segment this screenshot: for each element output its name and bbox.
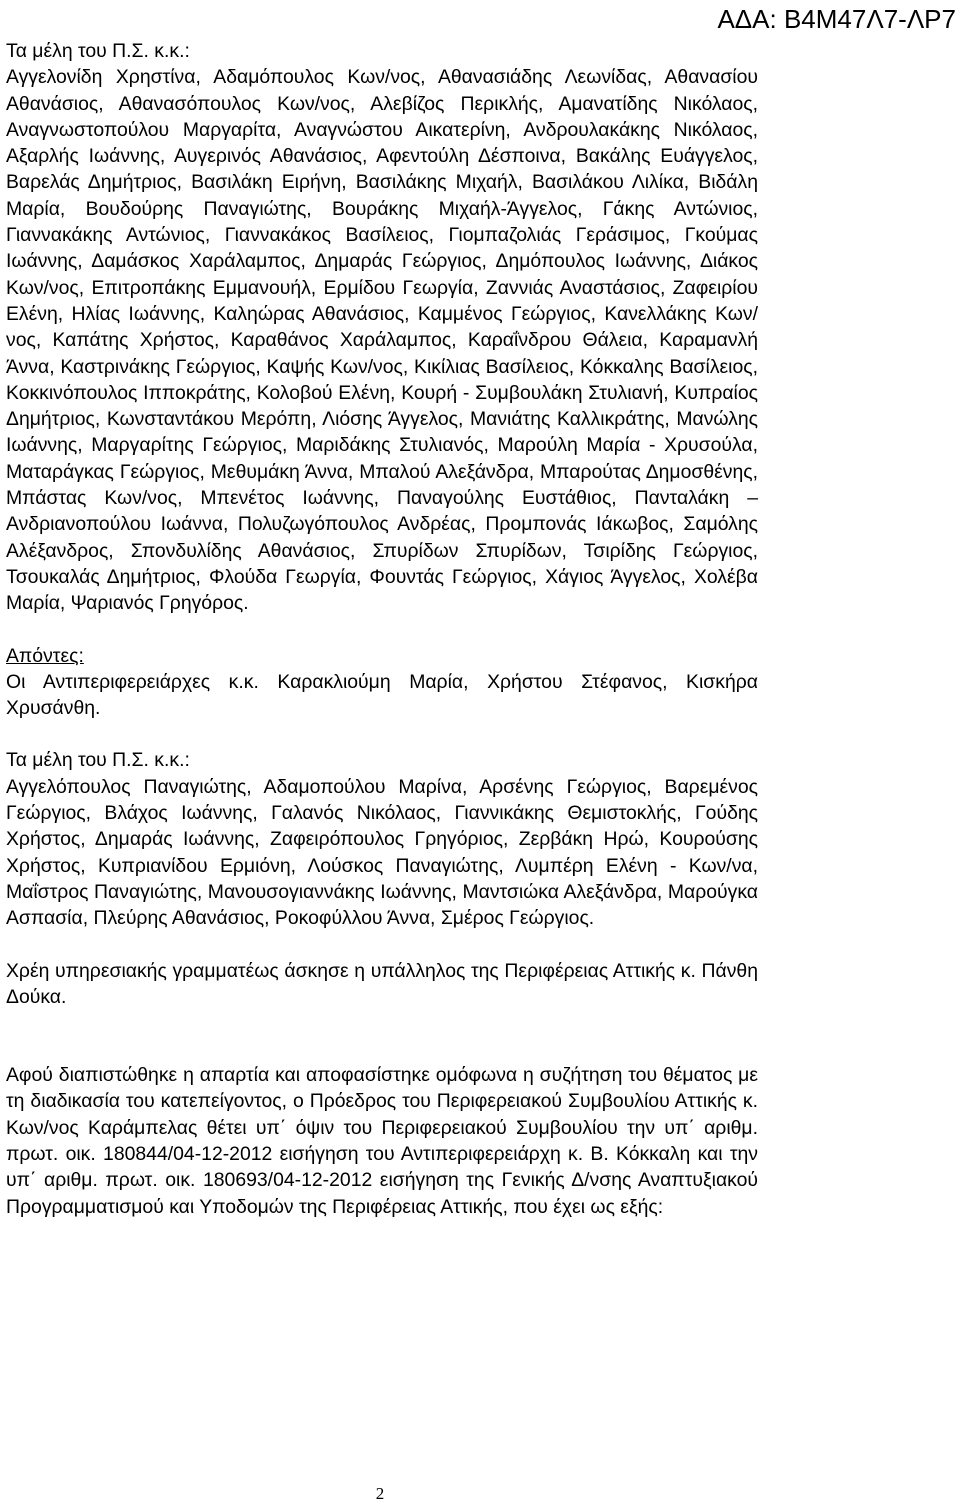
- present-members-heading: [6, 38, 758, 64]
- ada-code: ΑΔΑ: Β4Μ47Λ7-ΛΡ7: [717, 4, 956, 34]
- spacer: [6, 1036, 758, 1062]
- spacer: [6, 721, 758, 747]
- spacer: [6, 1010, 758, 1036]
- secretary-paragraph: Χρέη υπηρεσιακής γραμματέως άσκησε η υπάλληλος της Περιφέρειας Αττικής κ. Πάνθη Δούκα.: [6, 959, 758, 1008]
- spacer: [6, 932, 758, 958]
- absent-vice-governors: Οι Αντιπεριφερειάρχες κ.κ. Καρακλιούμη Μαρία, Χρήστου Στέφανος, Κισκήρα Χρυσάνθη.: [6, 670, 758, 720]
- absent-heading: [6, 643, 758, 669]
- proceedings-paragraph: Αφού διαπιστώθηκε η απαρτία και αποφασίστηκε ομόφωνα η συζήτηση του θέματος με τη διαδικασία του κατεπείγοντος, ο Πρόεδρος του Περιφερειακού Συμβουλίου Αττικής κ. Κων/νος Καράμπελας θέτει υπ΄ όψιν του Περιφερειακού Συμβουλίου την υπ΄ αριθμ. πρωτ. οικ. 180844/04-12-2012 εισήγηση του Αντιπεριφερειάρχη κ. Β. Κόκκαλη και την υπ΄ αριθμ. πρωτ. οικ. 180693/04-12-2012 εισήγηση της Γενικής Δ/νσης Αναπτυξιακού Προγραμματισμού και Υποδομών της Περιφέρειας Αττικής, που έχει ως εξής:: [6, 1064, 758, 1218]
- absent-members-heading-text: Τα μέλη του Π.Σ. κ.κ.:: [6, 749, 190, 772]
- absent-heading-text: Απόντες:: [6, 644, 84, 667]
- present-members-list: Αγγελονίδη Χρηστίνα, Αδαμόπουλος Κων/νος, Αθανασιάδης Λεωνίδας, Αθανασίου Αθανάσιος, Αθανασόπουλος Κων/νος, Αλεβίζος Περικλής, Αμανατίδης Νικόλαος, Αναγνωστοπούλου Μαργαρίτα, Αναγνώστου Αικατερίνη, Ανδρουλακάκης Νικόλαος, Αξαρλής Ιωάννης, Αυγερινός Αθανάσιος, Αφεντούλη Δέσποινα, Βακάλης Ευάγγελος, Βαρελάς Δημήτριος, Βασιλάκη Ειρήνη, Βασιλάκης Μιχαήλ, Βασιλάκου Λιλίκα, Βιδάλη Μαρία, Βουδούρης Παναγιώτης, Βουράκης Μιχαήλ-Άγγελος, Γάκης Αντώνιος, Γιαννακάκης Αντώνιος, Γιαννακάκος Βασίλειος, Γιομπαζολιάς Γεράσιμος, Γκούμας Ιωάννης, Δαμάσκος Χαράλαμπος, Δημαράς Γεώργιος, Δημόπουλος Ιωάννης, Διάκος Κων/νος, Επιτροπάκης Εμμανουήλ, Ερμίδου Γεωργία, Ζαννιάς Αναστάσιος, Ζαφειρίου Ελένη, Ηλίας Ιωάννης, Καληώρας Αθανάσιος, Καμμένος Γεώργιος, Κανελλάκης Κων/νος, Καπάτης Χρήστος, Καραθάνος Χαράλαμπος, Καραΐνδρου Θάλεια, Καραμανλή Άννα, Καστρινάκης Γεώργιος, Καψής Κων/νος, Κικίλιας Βασίλειος, Κόκκαλης Βασίλειος, Κοκκινόπουλος Ιπποκράτης, Κολοβού Ελένη, Κουρή - Συμβουλάκη Στυλιανή, Κυπραίος Δημήτριος, Κωνσταντάκου Μερόπη, Λιόσης Άγγελος, Μανιάτης Καλλικράτης, Μανώλης Ιωάννης, Μαργαρίτης Γεώργιος, Μαριδάκης Στυλιανός, Μαρούλη Μαρία - Χρυσούλα, Ματαράγκας Γεώργιος, Μεθυμάκη Άννα, Μπαλού Αλεξάνδρα, Μπαρούτας Δημοσθένης, Μπάστας Κων/νος, Μπενέτος Ιωάννης, Παναγούλης Ευστάθιος, Πανταλάκη – Ανδριανοπούλου Ιωάννα, Πολυζωγόπουλος Ανδρέας, Προμπονάς Ιάκωβος, Σαμόλης Αλέξανδρος, Σπονδυλίδης Αθανάσιος, Σπυρίδων Σπυρίδων, Τσιρίδης Γεώργιος, Τσουκαλάς Δημήτριος, Φλούδα Γεωργία, Φουντάς Γεώργιος, Χάγιος Άγγελος, Χολέβα Μαρία, Ψαριανός Γρηγόρος.: [6, 66, 758, 615]
- spacer: [6, 617, 758, 643]
- present-members-heading-text: Τα μέλη του Π.Σ. κ.κ.:: [6, 40, 190, 62]
- page-number: 2: [375, 1484, 385, 1503]
- document-body: [6, 38, 758, 1220]
- absent-members-list: Αγγελόπουλος Παναγιώτης, Αδαμοπούλου Μαρίνα, Αρσένης Γεώργιος, Βαρεμένος Γεώργιος, Βλάχος Ιωάννης, Γαλανός Νικόλαος, Γιαννικάκης Θεμιστοκλής, Γούδης Χρήστος, Δημαράς Ιωάννης, Ζαφειρόπουλος Γρηγόριος, Ζερβάκη Ηρώ, Κουρούσης Χρήστος, Κυπριανίδου Ερμιόνη, Λούσκος Παναγιώτης, Λυμπέρη Ελένη - Κων/να, Μαΐστρος Παναγιώτης, Μανουσογιαννάκης Ιωάννης, Μαντσιώκα Αλεξάνδρα, Μαρούγκα Ασπασία, Πλεύρης Αθανάσιος, Ροκοφύλλου Άννα, Σμέρος Γεώργιος.: [6, 775, 758, 930]
- absent-members-heading: [6, 747, 758, 773]
